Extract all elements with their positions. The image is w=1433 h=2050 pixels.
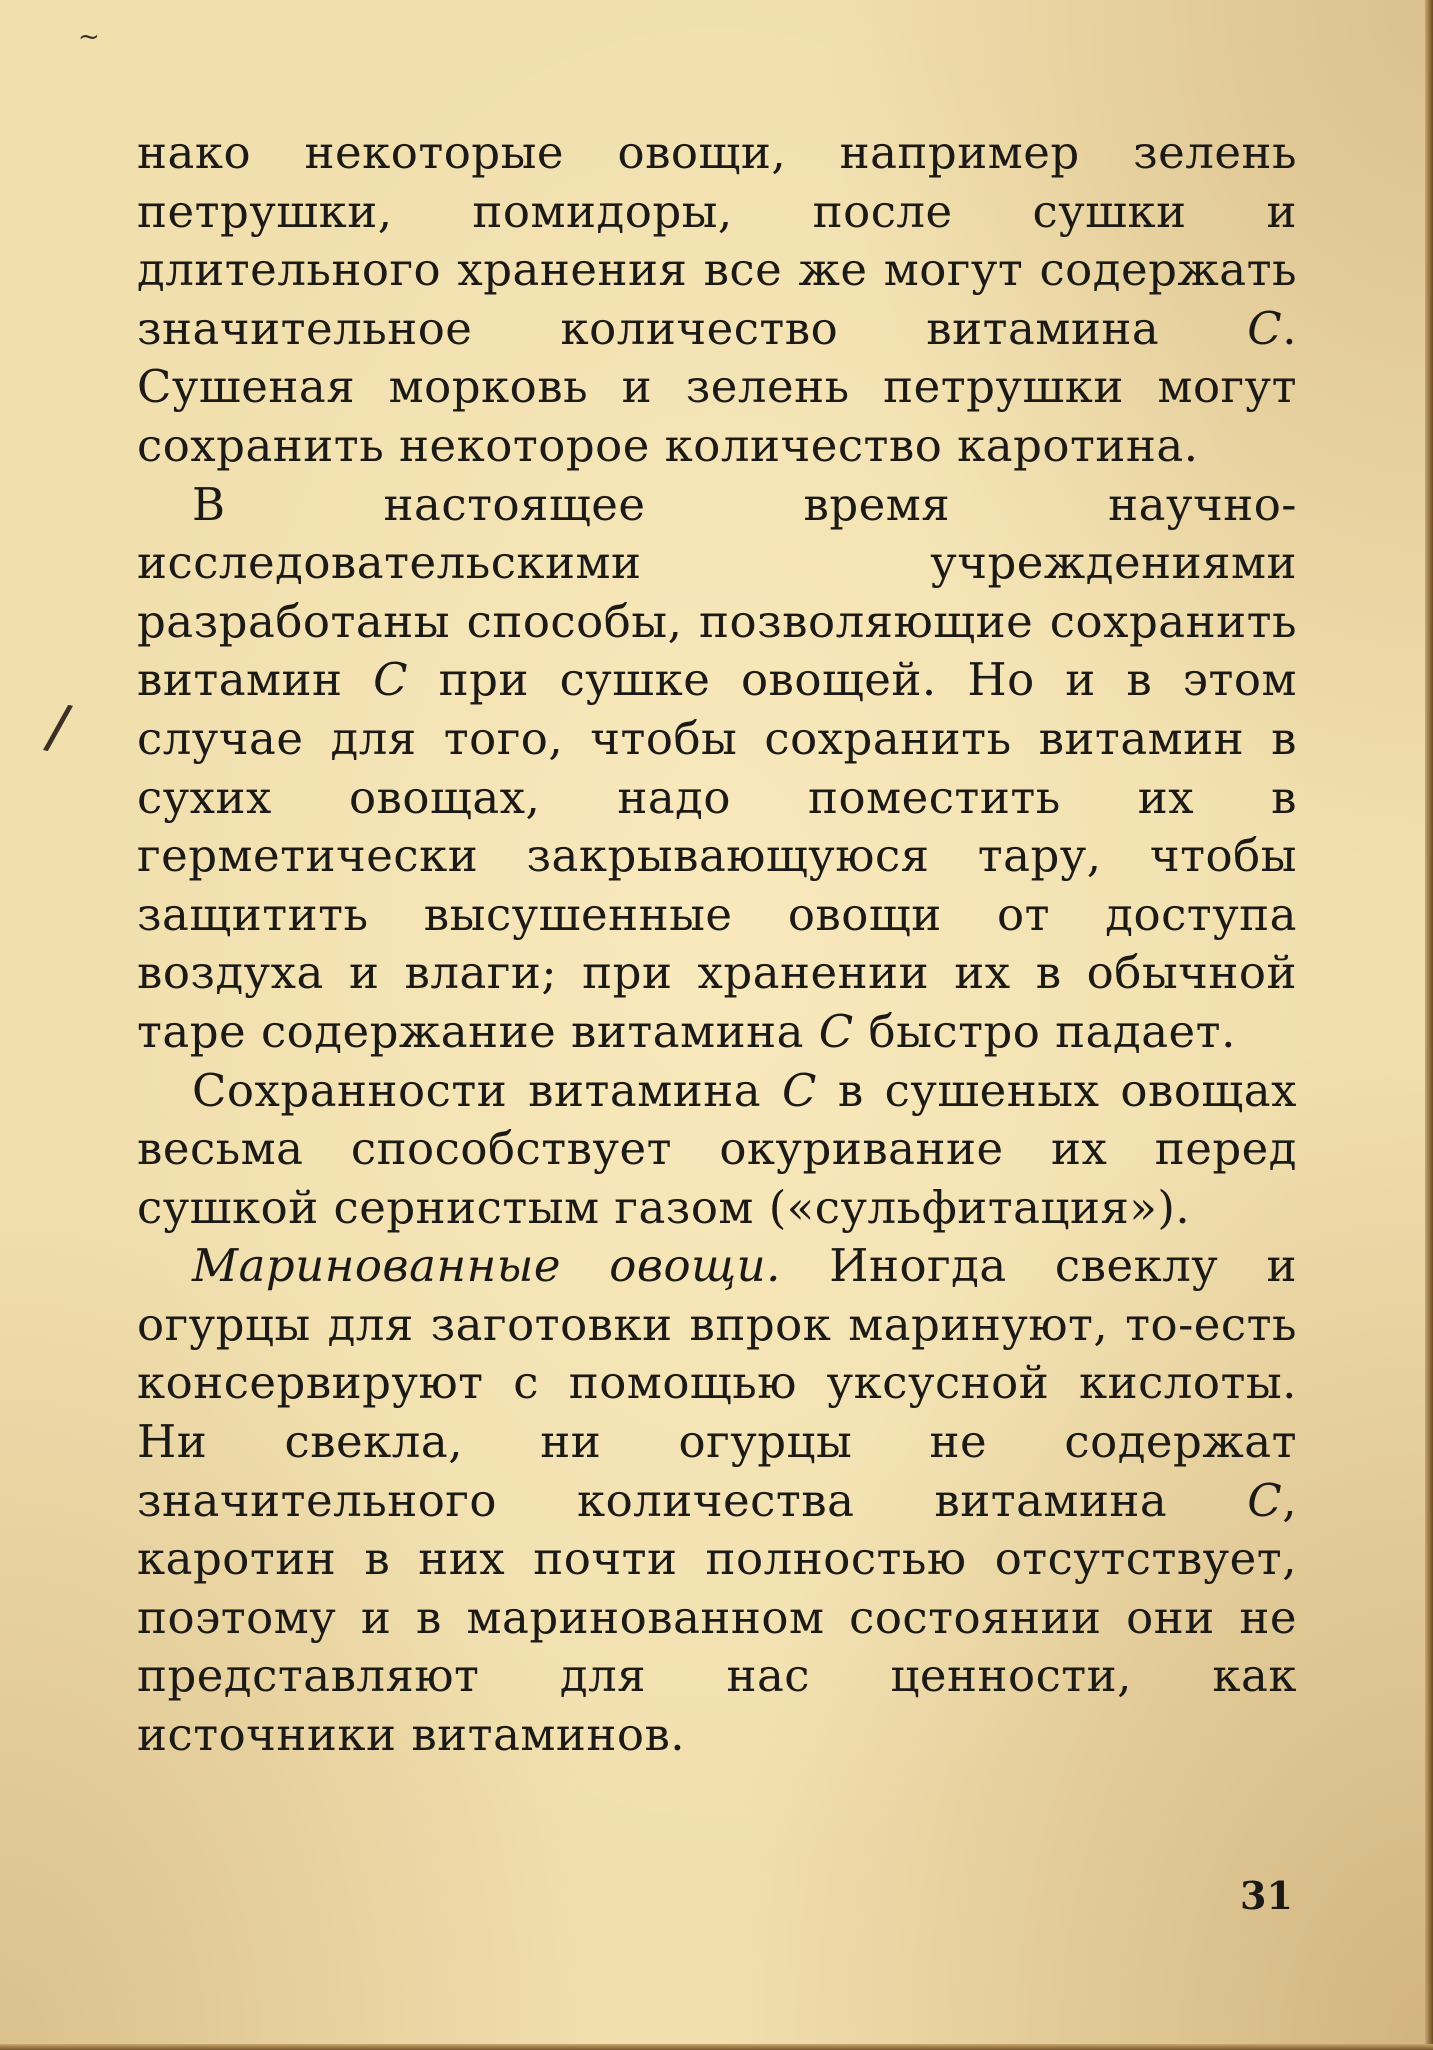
italic-run: С: [1247, 301, 1283, 355]
paragraph-4: [137, 1237, 1297, 1764]
italic-run: С: [818, 1004, 854, 1058]
italic-run: С: [373, 653, 409, 707]
pencil-mark-margin: /: [40, 690, 76, 764]
text-run: в сушеных овощах весьма способствует окуривание их перед сушкой сернистым газом («сульфитация»).: [137, 1063, 1297, 1234]
text-run: , каротин в них почти полностью отсутствует, поэтому и в маринованном состоянии они не представляют для нас ценности, как источники витаминов.: [137, 1473, 1297, 1762]
text-run: . Сушеная морковь и зелень петрушки могут сохранить некоторое количество каротина.: [137, 301, 1297, 472]
italic-run: С: [1247, 1473, 1283, 1527]
text-run: В настоящее время научно-исследовательскими учреждениями разработаны способы, позволяющие сохранить витамин: [137, 477, 1297, 707]
page-edge-bottom: [0, 2044, 1433, 2050]
text-run: быстро падает.: [853, 1004, 1236, 1058]
italic-run: С: [781, 1063, 817, 1117]
page-number: 31: [1240, 1873, 1293, 1918]
text-run: Иногда свеклу и огурцы для заготовки впрок маринуют, то-есть консервируют с помощью уксусной кислоты. Ни свекла, ни огурцы не содержат значительного количества витамина: [137, 1239, 1297, 1527]
paragraph-1: [137, 124, 1297, 476]
text-run: нако некоторые овощи, например зелень петрушки, помидоры, после сушки и длительного хранения все же могут содержать значительное количество витамина: [137, 126, 1297, 355]
page-edge-right: [1425, 0, 1433, 2050]
paragraph-2: [137, 476, 1297, 1062]
body-text: [137, 124, 1297, 1765]
scan-mark-top: ~: [78, 22, 100, 52]
text-run: Сохранности витамина: [192, 1063, 782, 1117]
text-run: при сушке овощей. Но и в этом случае для того, чтобы сохранить витамин в сухих овощах, надо поместить их в герметически закрывающуюся тару, чтобы защитить высушенные овощи от доступа воздуха и влаги; при хранении их в обычной таре содержание витамина: [137, 653, 1297, 1058]
paragraph-3: [137, 1062, 1297, 1238]
italic-run: Маринованные овощи.: [192, 1239, 781, 1293]
